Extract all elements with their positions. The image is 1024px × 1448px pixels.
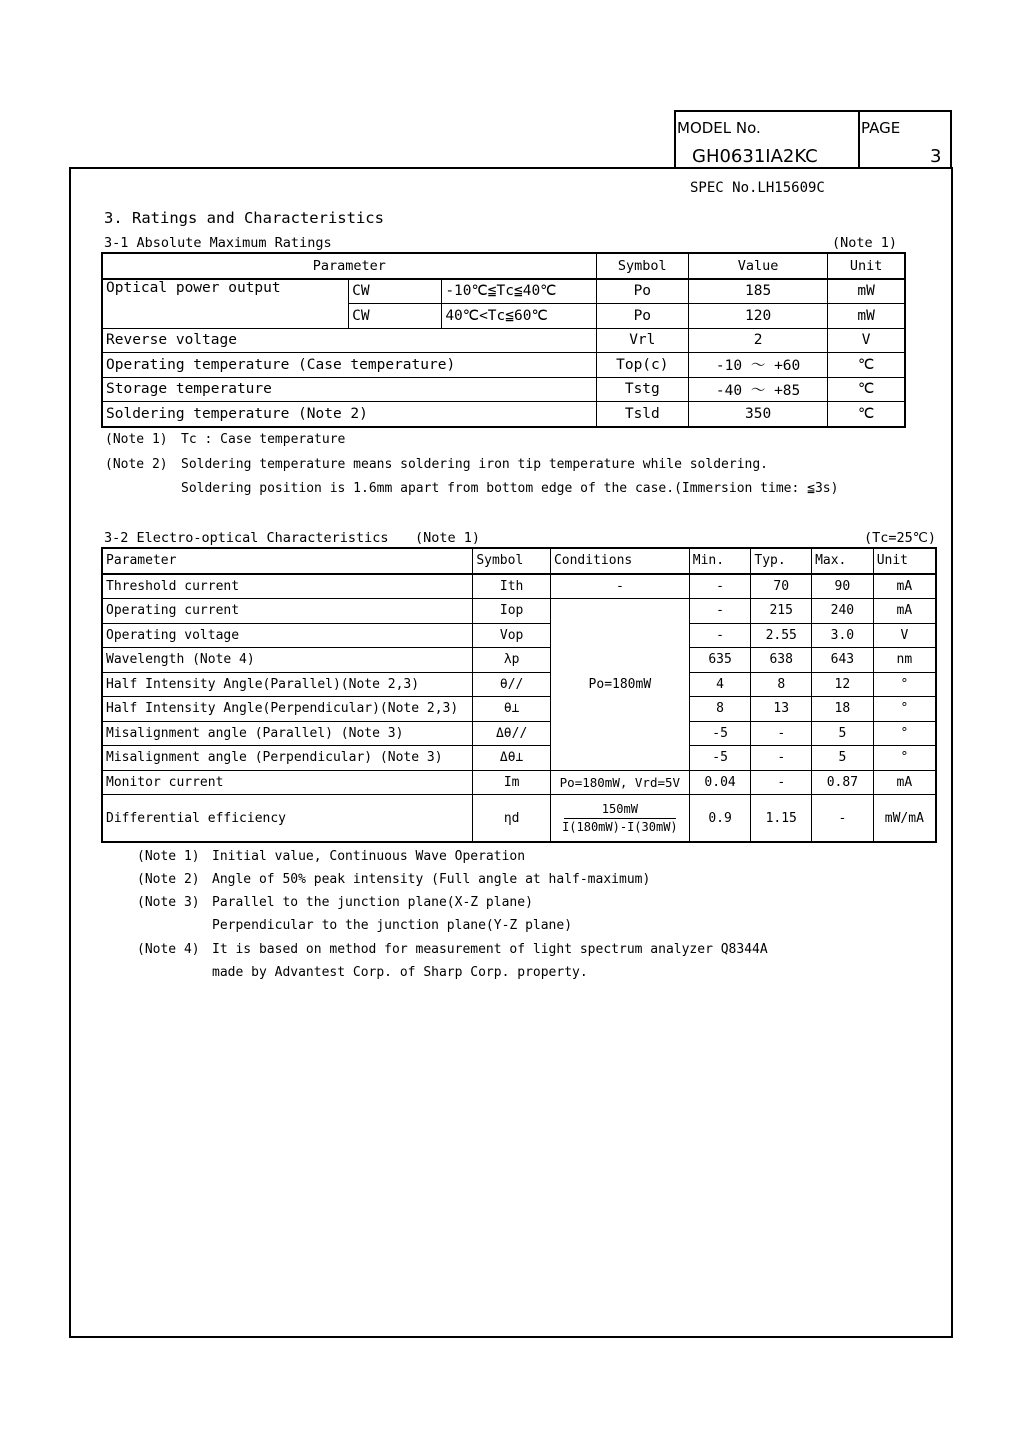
unit-cell: ° (873, 721, 936, 746)
condition-cell: - (550, 574, 689, 599)
min-cell: - (689, 623, 751, 648)
value-cell: -10 ～ +60 (688, 353, 827, 378)
max-cell: 0.87 (812, 770, 874, 795)
symbol-cell: Vop (473, 623, 551, 648)
section-title: 3. Ratings and Characteristics (104, 209, 384, 227)
condition-cell: Po=180mW, Vrd=5V (550, 770, 689, 795)
note-text: Initial value, Continuous Wave Operation (212, 849, 526, 864)
table-header-row (102, 253, 905, 279)
min-cell: -5 (689, 721, 751, 746)
unit-cell: V (873, 623, 936, 648)
condition-cell: -10℃≦Tc≦40℃ (442, 279, 596, 304)
min-cell: 8 (689, 697, 751, 722)
typ-cell: 8 (751, 672, 812, 697)
note-text: Parallel to the junction plane(X-Z plane) (212, 895, 533, 910)
fraction-cell (550, 795, 689, 843)
param-cell: Operating current (102, 599, 473, 624)
eo-title: 3-2 Electro-optical Characteristics (104, 530, 389, 546)
table-row (102, 770, 936, 795)
symbol-cell: Iop (473, 599, 551, 624)
model-label: MODEL No. (677, 119, 761, 137)
min-cell: - (689, 599, 751, 624)
max-cell: 240 (812, 599, 874, 624)
symbol-cell: Po (596, 304, 688, 329)
min-cell: 0.9 (689, 795, 751, 843)
typ-cell: 215 (751, 599, 812, 624)
eo-cond-ref: (Tc=25℃) (864, 530, 937, 546)
param-cell: Operating temperature (Case temperature) (102, 353, 596, 378)
unit-cell: ℃ (828, 353, 905, 378)
param-cell: Differential efficiency (102, 795, 473, 843)
param-cell: Wavelength (Note 4) (102, 648, 473, 673)
unit-cell: mA (873, 770, 936, 795)
value-cell: 350 (688, 402, 827, 427)
col-value: Value (688, 253, 827, 279)
table-row (102, 672, 936, 697)
mode-cell: CW (349, 304, 442, 329)
typ-cell: - (751, 746, 812, 771)
symbol-cell: Tsld (596, 402, 688, 427)
note-tag: (Note 3) (137, 895, 200, 910)
absolute-max-table (101, 252, 906, 428)
symbol-cell: Δθ// (473, 721, 551, 746)
typ-cell: 2.55 (751, 623, 812, 648)
typ-cell: 638 (751, 648, 812, 673)
typ-cell: 1.15 (751, 795, 812, 843)
symbol-cell: Po (596, 279, 688, 304)
col-unit: Unit (828, 253, 905, 279)
note-tag: (Note 4) (137, 942, 200, 957)
symbol-cell: Δθ⊥ (473, 746, 551, 771)
model-value: GH0631IA2KC (692, 146, 818, 167)
table-row (102, 279, 905, 304)
param-cell: Storage temperature (102, 377, 596, 402)
value-cell: 120 (688, 304, 827, 329)
note-text: Tc : Case temperature (181, 432, 346, 447)
max-cell: 643 (812, 648, 874, 673)
eo-note-ref: (Note 1) (415, 530, 481, 546)
abs-max-title: 3-1 Absolute Maximum Ratings (104, 235, 332, 251)
col-unit: Unit (873, 548, 936, 574)
symbol-cell: θ// (473, 672, 551, 697)
table-row (102, 697, 936, 722)
unit-cell: ° (873, 672, 936, 697)
unit-cell: mW (828, 304, 905, 329)
note-text: Angle of 50% peak intensity (Full angle at half-maximum) (212, 872, 651, 887)
spec-number: SPEC No.LH15609C (690, 180, 825, 196)
symbol-cell: Im (473, 770, 551, 795)
min-cell: 4 (689, 672, 751, 697)
unit-cell: mA (873, 599, 936, 624)
min-cell: 0.04 (689, 770, 751, 795)
note-text: It is based on method for measurement of light spectrum analyzer Q8344A (212, 942, 768, 957)
param-cell: Reverse voltage (102, 328, 596, 353)
symbol-cell: λp (473, 648, 551, 673)
note-tag: (Note 1) (137, 849, 200, 864)
unit-cell: ℃ (828, 377, 905, 402)
param-cell: Misalignment angle (Perpendicular) (Note 3) (102, 746, 473, 771)
mode-cell: CW (349, 279, 442, 304)
col-symbol: Symbol (473, 548, 551, 574)
fraction-numerator: 150mW (601, 801, 638, 816)
note-tag: (Note 1) (105, 432, 168, 447)
symbol-cell: Vrl (596, 328, 688, 353)
page-label: PAGE (861, 119, 901, 137)
unit-cell: ° (873, 746, 936, 771)
note-text: Soldering temperature means soldering iron tip temperature while soldering. (181, 457, 768, 472)
symbol-cell: Tstg (596, 377, 688, 402)
condition-cell: 40℃<Tc≦60℃ (442, 304, 596, 329)
table-row (102, 377, 905, 402)
typ-cell: 13 (751, 697, 812, 722)
col-conditions: Conditions (550, 548, 689, 574)
param-cell: Operating voltage (102, 623, 473, 648)
param-cell: Misalignment angle (Parallel) (Note 3) (102, 721, 473, 746)
optical-power-label: Optical power output (102, 279, 349, 329)
typ-cell: 70 (751, 574, 812, 599)
symbol-cell: Top(c) (596, 353, 688, 378)
max-cell: 3.0 (812, 623, 874, 648)
param-cell: Monitor current (102, 770, 473, 795)
max-cell: 5 (812, 721, 874, 746)
table-row (102, 623, 936, 648)
symbol-cell: Ith (473, 574, 551, 599)
typ-cell: - (751, 721, 812, 746)
param-cell: Threshold current (102, 574, 473, 599)
note-tag: (Note 2) (137, 872, 200, 887)
page-number: 3 (930, 146, 942, 167)
col-symbol: Symbol (596, 253, 688, 279)
header-divider (858, 110, 860, 168)
unit-cell: ° (873, 697, 936, 722)
value-cell: -40 ～ +85 (688, 377, 827, 402)
param-cell: Half Intensity Angle(Perpendicular)(Note 2,3) (102, 697, 473, 722)
table-header-row (102, 548, 936, 574)
table-row (102, 574, 936, 599)
table-row (102, 721, 936, 746)
min-cell: 635 (689, 648, 751, 673)
value-cell: 2 (688, 328, 827, 353)
symbol-cell: ηd (473, 795, 551, 843)
min-cell: - (689, 574, 751, 599)
col-parameter: Parameter (102, 548, 473, 574)
col-max: Max. (812, 548, 874, 574)
note-text: made by Advantest Corp. of Sharp Corp. property. (212, 965, 588, 980)
table-row (102, 648, 936, 673)
electro-optical-table (101, 547, 937, 843)
note-tag: (Note 2) (105, 457, 168, 472)
table-row (102, 402, 905, 427)
param-cell: Soldering temperature (Note 2) (102, 402, 596, 427)
col-min: Min. (689, 548, 751, 574)
table-row (102, 746, 936, 771)
table-row (102, 599, 936, 624)
max-cell: 90 (812, 574, 874, 599)
symbol-cell: θ⊥ (473, 697, 551, 722)
unit-cell: mW (828, 279, 905, 304)
max-cell: 5 (812, 746, 874, 771)
unit-cell: V (828, 328, 905, 353)
col-parameter: Parameter (102, 253, 596, 279)
param-cell: Half Intensity Angle(Parallel)(Note 2,3) (102, 672, 473, 697)
unit-cell: nm (873, 648, 936, 673)
unit-cell: mA (873, 574, 936, 599)
po-condition-cell: Po=180mW (550, 599, 689, 771)
max-cell: 18 (812, 697, 874, 722)
abs-max-note-ref: (Note 1) (832, 235, 898, 251)
col-typ: Typ. (751, 548, 812, 574)
note-text: Perpendicular to the junction plane(Y-Z plane) (212, 918, 573, 933)
typ-cell: - (751, 770, 812, 795)
note-text: Soldering position is 1.6mm apart from bottom edge of the case.(Immersion time: ≦3s) (181, 481, 839, 496)
unit-cell: ℃ (828, 402, 905, 427)
max-cell: - (812, 795, 874, 843)
table-row (102, 795, 936, 843)
table-row (102, 328, 905, 353)
min-cell: -5 (689, 746, 751, 771)
fraction-denominator: I(180mW)-I(30mW) (562, 819, 678, 834)
table-row (102, 353, 905, 378)
value-cell: 185 (688, 279, 827, 304)
max-cell: 12 (812, 672, 874, 697)
unit-cell: mW/mA (873, 795, 936, 843)
